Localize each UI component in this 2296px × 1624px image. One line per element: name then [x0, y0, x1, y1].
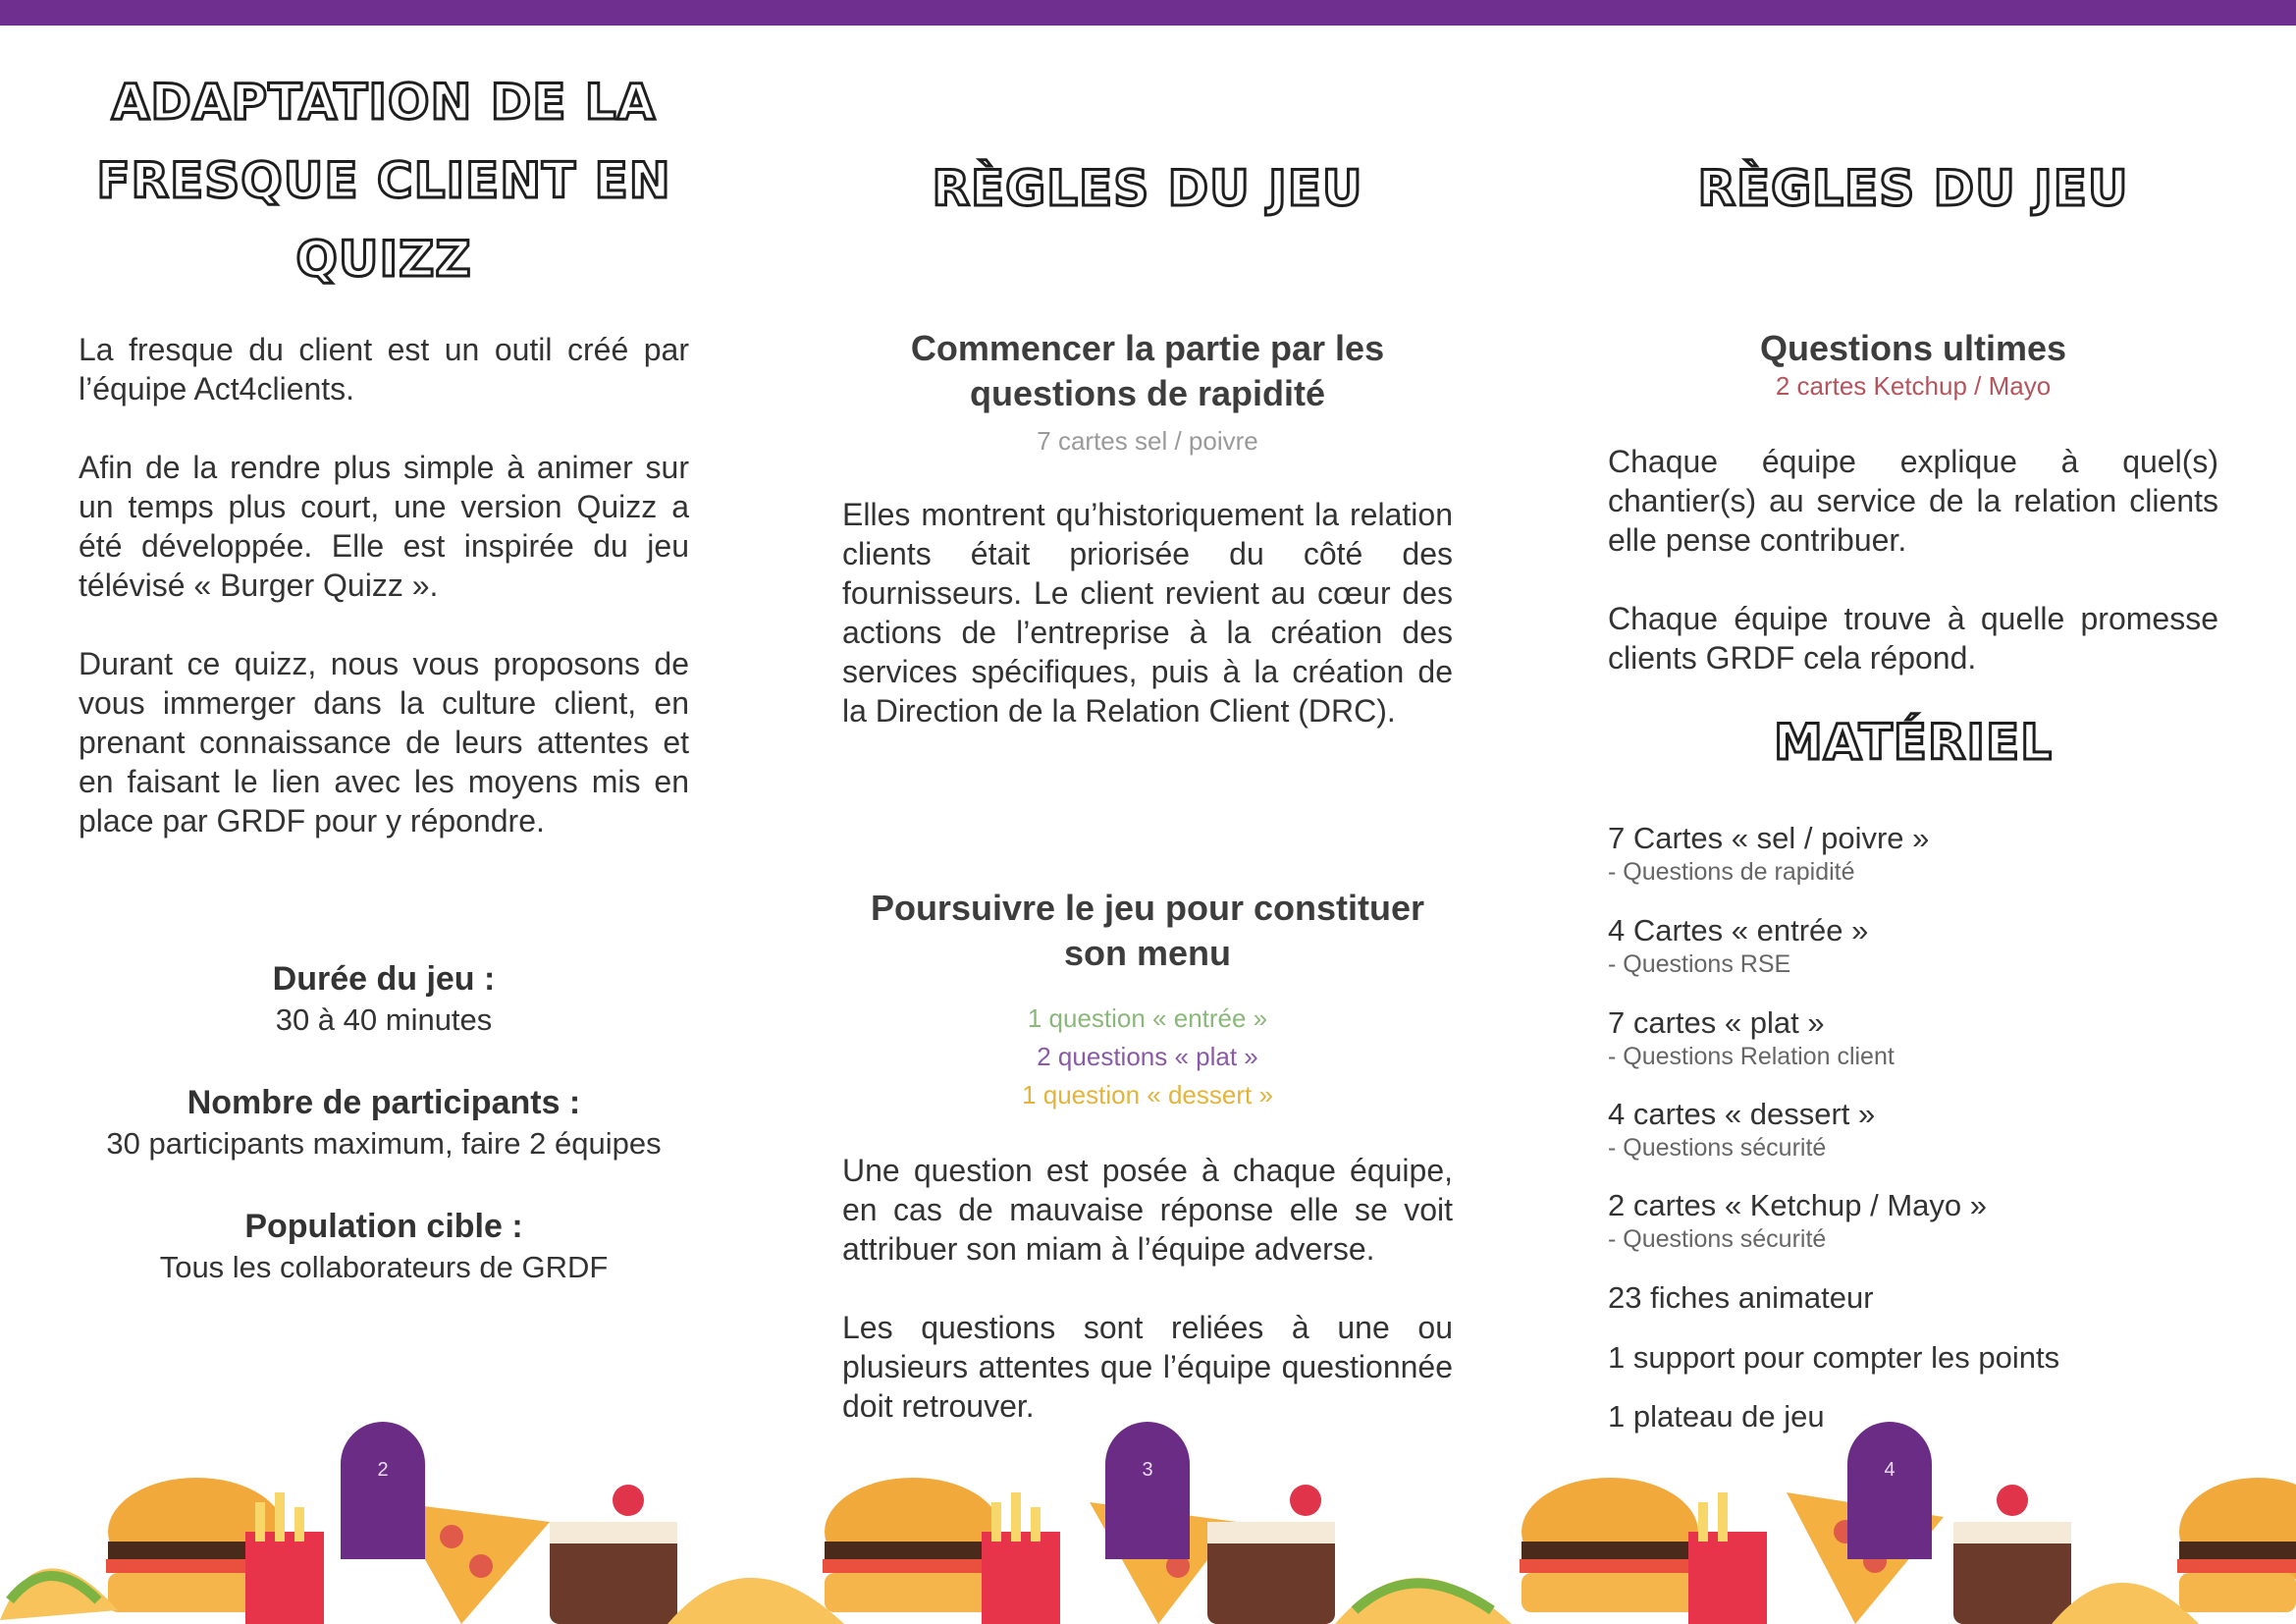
fries-icon	[1688, 1492, 1767, 1624]
ultimate-text-2: Chaque équipe trouve à quelle promesse clients GRDF cela répond.	[1608, 601, 2218, 676]
materiel-item	[1608, 1097, 1875, 1164]
sandwich-icon	[2052, 1583, 2199, 1624]
rapidity-note: 7 cartes sel / poivre	[1037, 426, 1258, 456]
page-number-tab	[1847, 1422, 1932, 1559]
materiel-title: MATÉRIEL	[1774, 714, 2053, 771]
participants-value: 30 participants maximum, faire 2 équipes	[106, 1126, 662, 1161]
page-number-tab	[1105, 1422, 1190, 1559]
left-title-line-2: FRESQUE CLIENT EN	[96, 152, 671, 209]
burger-icon	[1520, 1478, 1700, 1612]
culture-paragraph: Durant ce quizz, nous vous proposons de vous immerger dans la culture client, en prenant connaissance de leurs attentes et en faisant le lien avec les moyens mis en place par GRDF pour y répondre.	[79, 646, 689, 839]
ultimate-note: 2 cartes Ketchup / Mayo	[1775, 371, 2052, 401]
menu-title: Poursuivre le jeu pour constituer son menu	[870, 888, 1425, 973]
burger-icon	[2177, 1478, 2296, 1612]
materiel-item-label: 1 support pour compter les points	[1608, 1340, 2060, 1375]
taco-icon	[0, 1568, 118, 1620]
duration-label: Durée du jeu :	[272, 960, 496, 998]
cake-icon	[550, 1485, 677, 1624]
fries-icon	[245, 1492, 324, 1624]
taco-icon	[1335, 1578, 1512, 1624]
rapidity-title: Commencer la partie par les questions de rapidité	[910, 328, 1385, 413]
left-title-line-1: ADAPTATION DE LA	[111, 74, 657, 131]
cake-icon	[1953, 1485, 2071, 1624]
materiel-item	[1608, 821, 1929, 888]
sandwich-icon	[667, 1578, 844, 1624]
duration-value: 30 à 40 minutes	[275, 1002, 493, 1037]
left-title	[79, 63, 689, 298]
page-number-tab	[341, 1422, 425, 1559]
materiel-item-sub: - Questions Relation client	[1608, 1043, 1895, 1070]
materiel-list	[1608, 821, 2218, 1469]
menu-dessert: 1 question « dessert »	[1022, 1080, 1273, 1110]
ultimate-text-1: Chaque équipe explique à quel(s) chantier(s) au service de la relation clients elle pense contribuer.	[1608, 444, 2218, 558]
materiel-item	[1608, 913, 1868, 980]
quizz-paragraph: Afin de la rendre plus simple à animer sur un temps plus court, une version Quizz a été développée. Elle est inspirée du jeu télévisé « Burger Quizz ».	[79, 450, 689, 603]
intro-paragraph: La fresque du client est un outil créé par l’équipe Act4clients.	[79, 332, 689, 406]
menu-plat: 2 questions « plat »	[1037, 1042, 1258, 1071]
materiel-item	[1608, 1340, 2059, 1376]
materiel-item	[1608, 1399, 1825, 1435]
menu-text-1: Une question est posée à chaque équipe, en cas de mauvaise réponse elle se voit attribuer son miam à l’équipe adverse.	[842, 1153, 1453, 1267]
menu-text-2: Les questions sont reliées à une ou plusieurs attentes que l’équipe questionnée doit retrouver.	[842, 1310, 1453, 1424]
fries-icon	[982, 1492, 1060, 1624]
materiel-item	[1608, 1280, 1874, 1316]
population-value: Tous les collaborateurs de GRDF	[159, 1250, 609, 1284]
materiel-item-label: 4 Cartes « entrée »	[1608, 913, 1869, 947]
ultimate-title: Questions ultimes	[1759, 328, 2067, 368]
materiel-item-sub: - Questions RSE	[1608, 950, 1791, 978]
materiel-item	[1608, 1005, 1895, 1072]
materiel-item-label: 2 cartes « Ketchup / Mayo »	[1608, 1188, 1987, 1222]
left-title-line-3: QUIZZ	[295, 231, 472, 288]
menu-entree: 1 question « entrée »	[1027, 1003, 1268, 1033]
right-title: RÈGLES DU JEU	[1697, 160, 2129, 217]
game-info	[79, 958, 689, 1288]
participants-label: Nombre de participants :	[187, 1084, 581, 1121]
middle-title: RÈGLES DU JEU	[932, 160, 1363, 217]
population-label: Population cible :	[244, 1208, 523, 1245]
materiel-item-sub: - Questions sécurité	[1608, 1225, 1827, 1253]
materiel-item	[1608, 1188, 1987, 1255]
page-number: 2	[377, 1459, 389, 1481]
page-number: 4	[1884, 1459, 1896, 1481]
page-number: 3	[1142, 1459, 1153, 1481]
materiel-item-label: 7 Cartes « sel / poivre »	[1608, 821, 1930, 855]
materiel-item-label: 4 cartes « dessert »	[1608, 1097, 1876, 1131]
rapidity-text: Elles montrent qu’historiquement la relation clients était priorisée du côté des fournisseurs. Le client revient au cœur des actions de l’entreprise à la création des services spécifiques, puis à la création de la Direction de la Relation Client (DRC).	[842, 497, 1453, 729]
top-accent-bar	[0, 0, 2296, 26]
burger-icon	[823, 1478, 1003, 1612]
materiel-item-label: 7 cartes « plat »	[1608, 1005, 1825, 1040]
materiel-item-label: 23 fiches animateur	[1608, 1280, 1874, 1315]
cake-icon	[1207, 1485, 1335, 1624]
materiel-item-label: 1 plateau de jeu	[1608, 1399, 1825, 1434]
materiel-item-sub: - Questions sécurité	[1608, 1134, 1827, 1162]
materiel-item-sub: - Questions de rapidité	[1608, 858, 1855, 886]
